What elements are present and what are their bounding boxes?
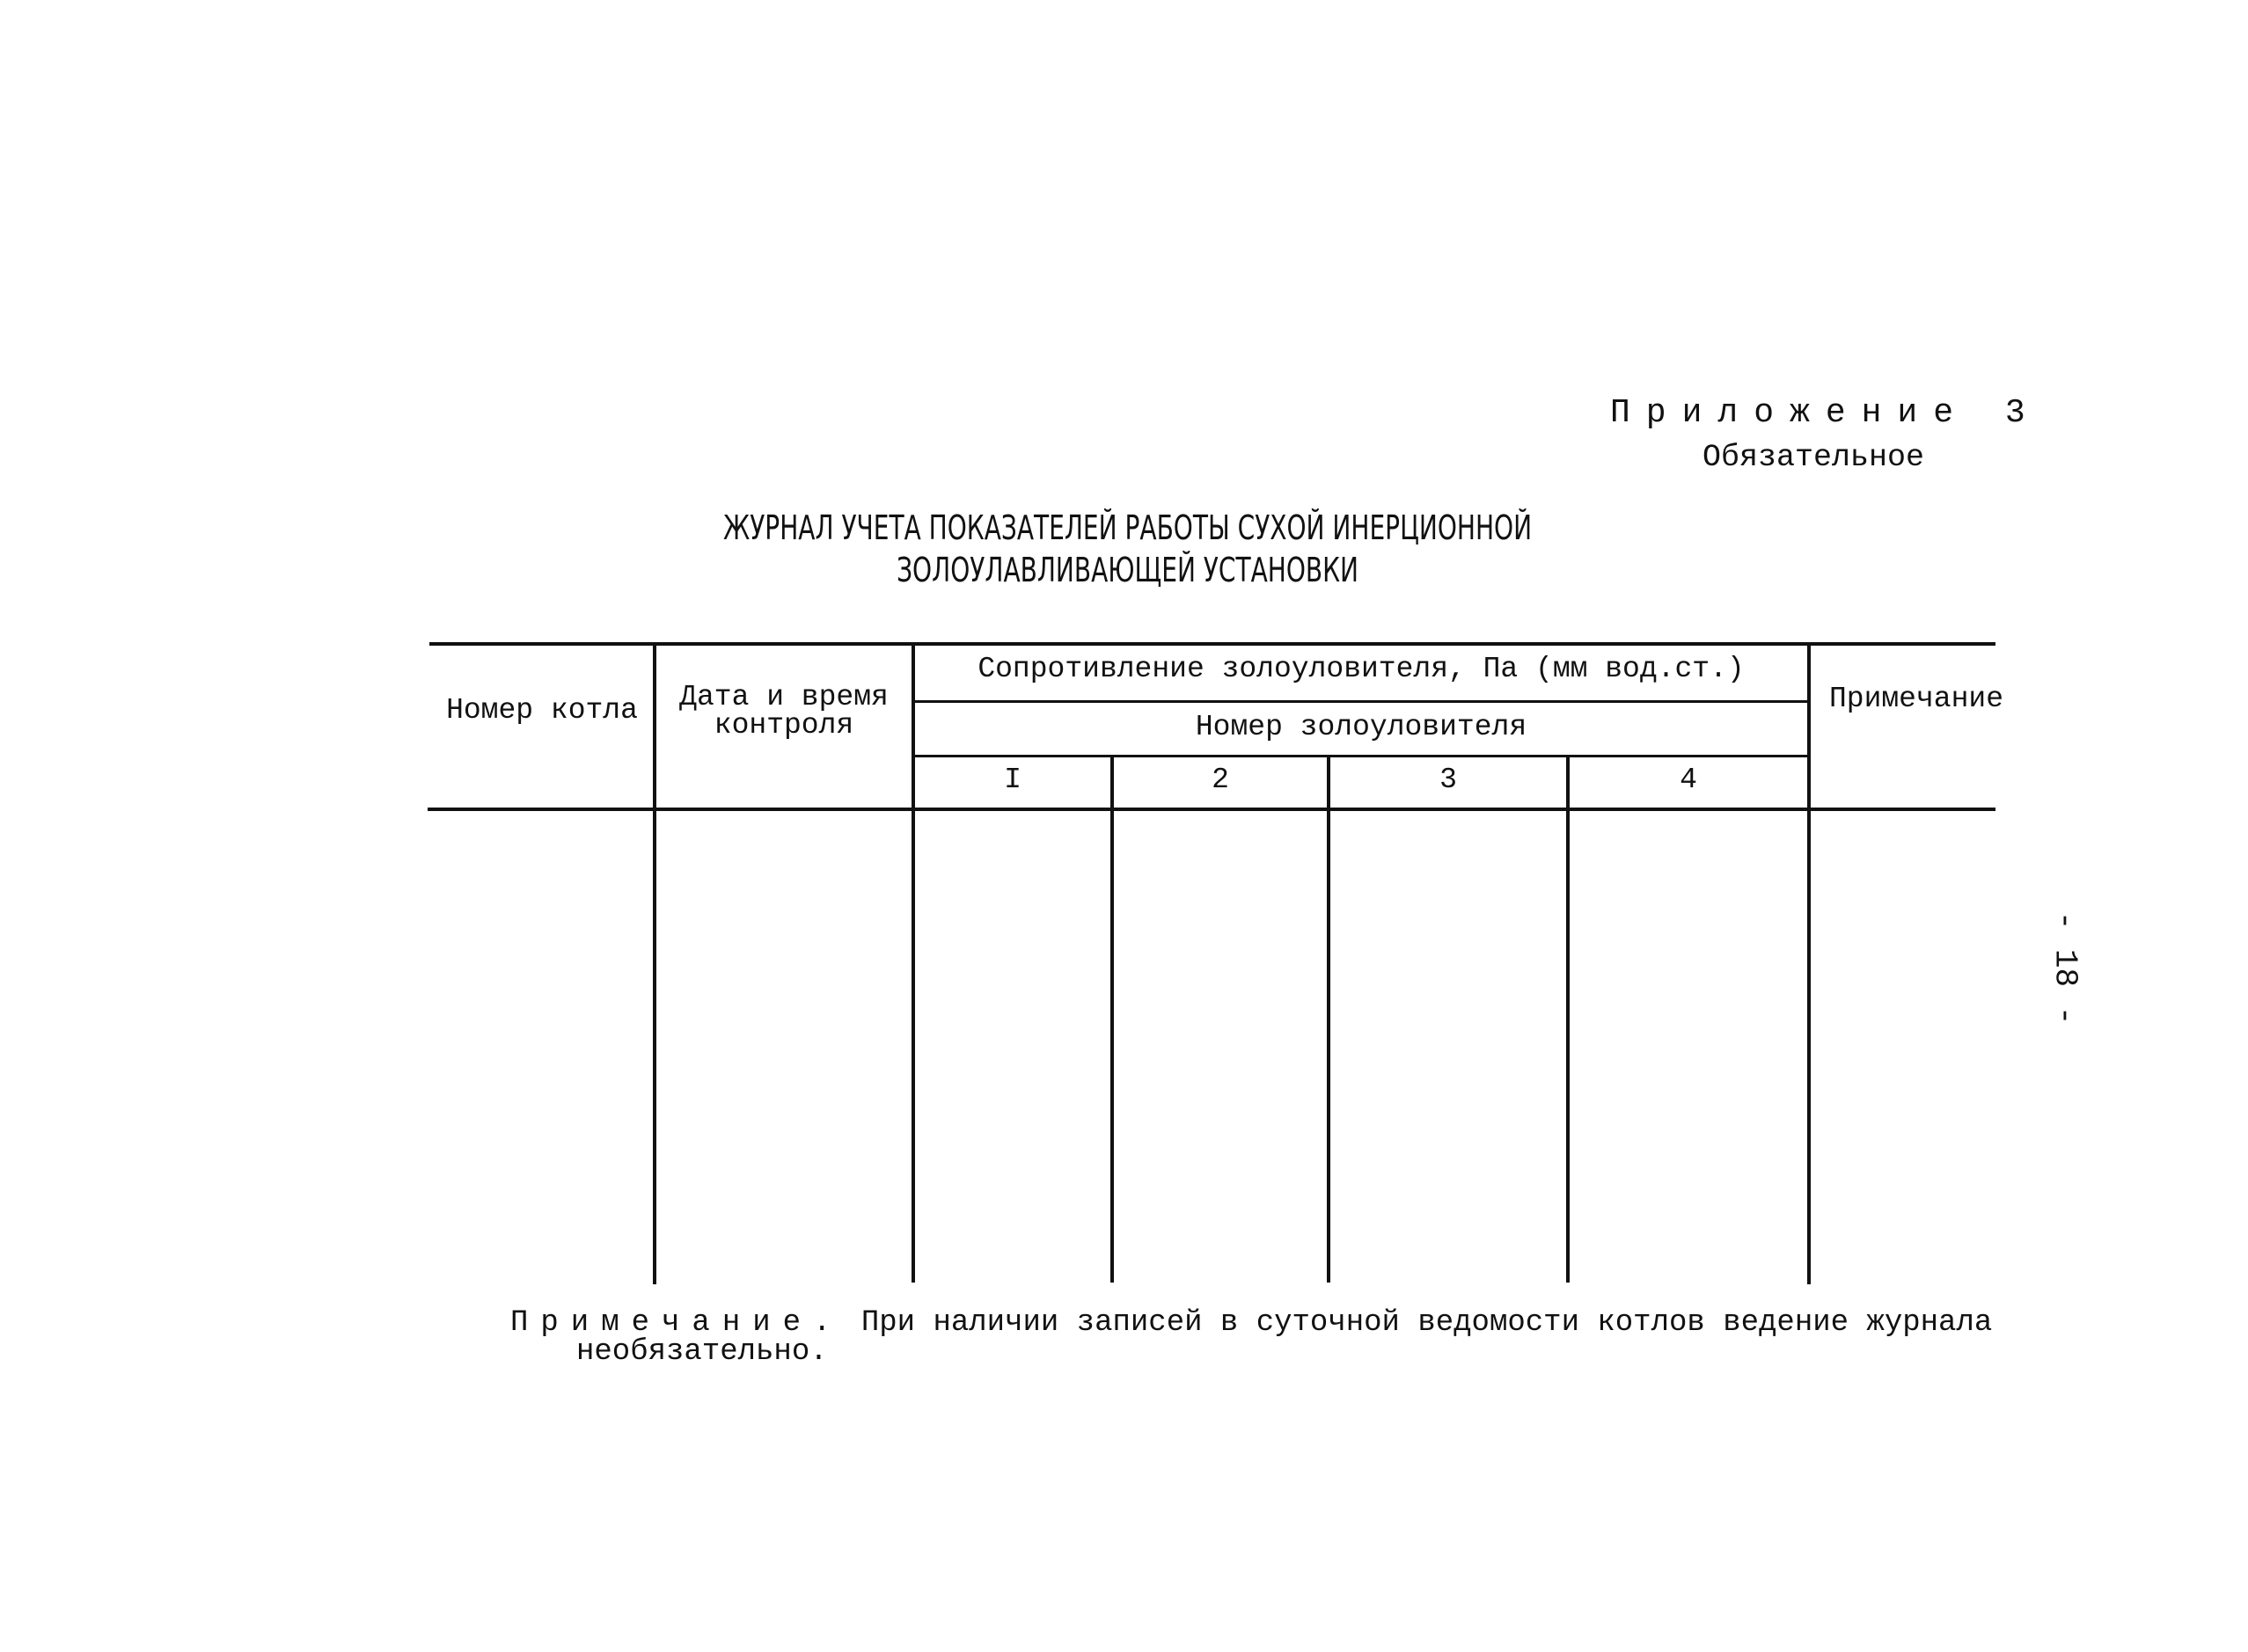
header-resistance: Сопротивление золоуловителя, Па (мм вод.ст.) [978, 653, 1745, 685]
header-collector-4: 4 [1680, 764, 1697, 796]
page-number: - 18 - [2047, 910, 2083, 1026]
header-collector-2: 2 [1212, 764, 1229, 796]
footnote-text: При наличии записей в суточной ведомости котлов ведение журнала [860, 1306, 1993, 1340]
footnote-text-continued: необязательно. [576, 1335, 828, 1369]
header-datetime-line2: контроля [714, 709, 854, 742]
table-col-divider-3 [1110, 757, 1114, 1283]
table-col-divider-4 [1327, 757, 1330, 1283]
table-top-border [429, 642, 1995, 646]
table-col-divider-6 [1807, 644, 1811, 1284]
journal-title-line2: ЗОЛОУЛАВЛИВАЮЩЕЙ УСТАНОВКИ [897, 551, 1359, 589]
header-collector-3: 3 [1439, 764, 1457, 796]
header-note: Примечание [1828, 683, 2004, 715]
mandatory-label: Обязательное [1702, 440, 1925, 475]
journal-title-line1: ЖУРНАЛ УЧЕТА ПОКАЗАТЕЛЕЙ РАБОТЫ СУХОЙ ИНЕРЦИОННОЙ [723, 508, 1533, 547]
table-col-divider-5 [1566, 757, 1570, 1283]
footnote-label: Примечание. [510, 1306, 844, 1340]
appendix-label: Приложение 3 [1610, 394, 2041, 432]
header-collector-number: Номер золоуловителя [1195, 711, 1527, 743]
header-datetime-line1: Дата и время [679, 681, 889, 713]
header-collector-1: I [1004, 764, 1021, 796]
table-header-bottom-border [428, 808, 1995, 811]
table-resistance-divider [913, 700, 1811, 703]
header-boiler-number: Номер котла [446, 694, 638, 727]
table-collector-divider [913, 755, 1811, 757]
table-col-divider-1 [653, 644, 656, 1284]
